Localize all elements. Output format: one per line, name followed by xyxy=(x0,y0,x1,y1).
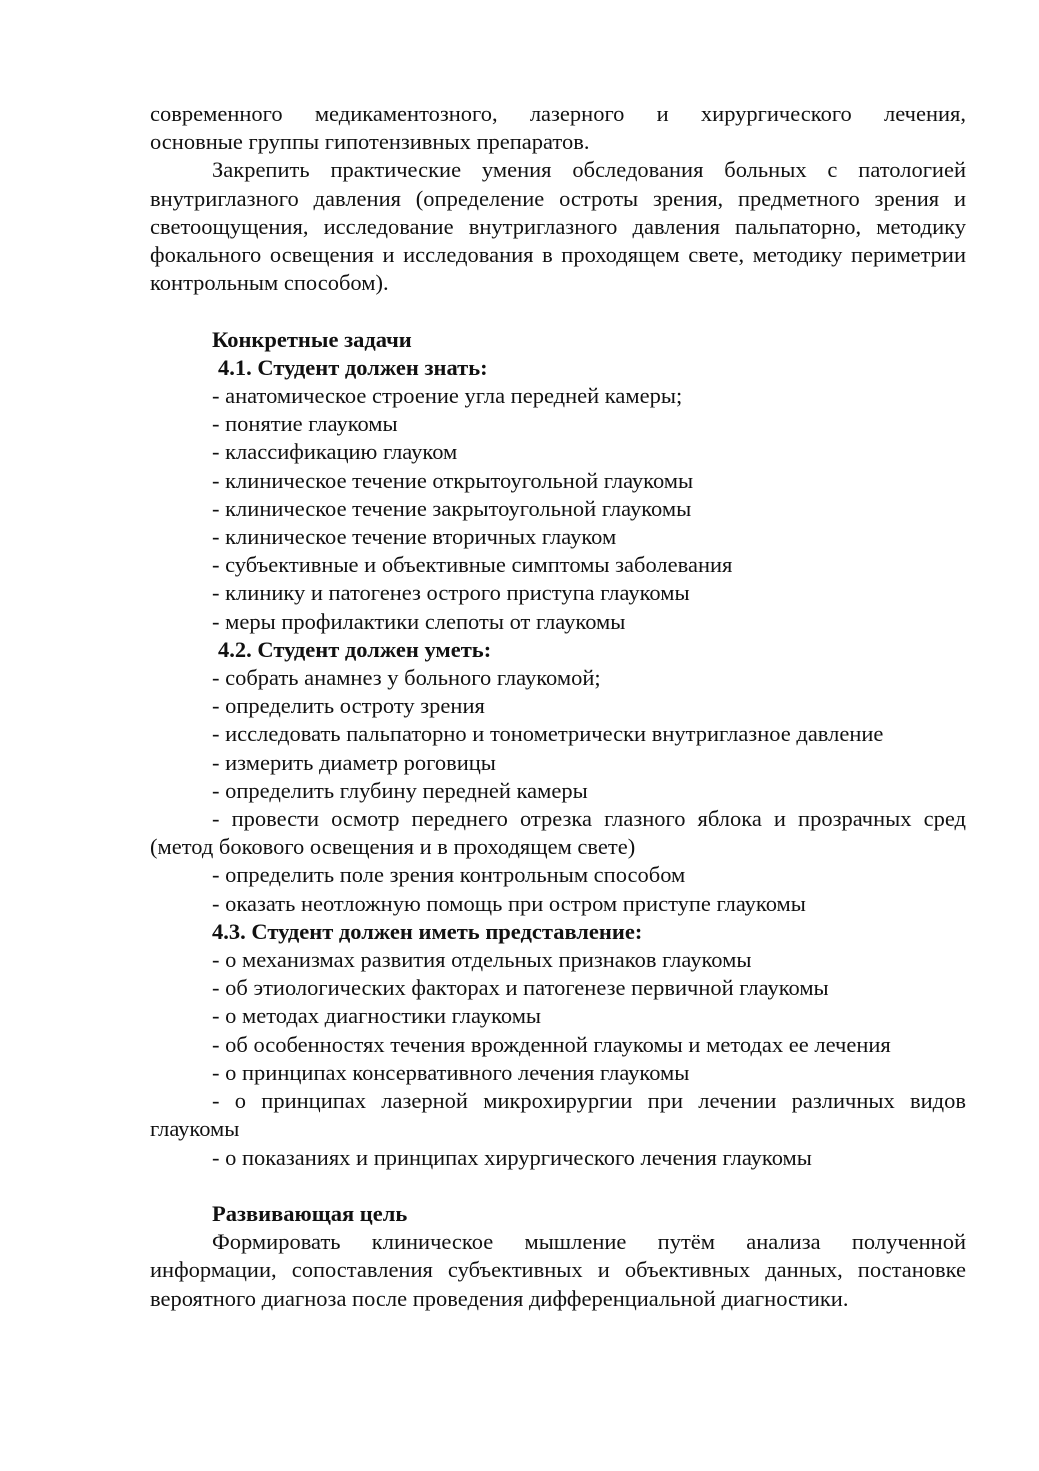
list-item: - измерить диаметр роговицы xyxy=(212,749,496,775)
idea-title: 4.3. Студент должен иметь представление: xyxy=(212,918,643,944)
developing-paragraph: Формировать клиническое мышление путём анализа полученной информации, сопоставления субъективных и объективных данных, постановке вероятного диагноза после проведения дифференциальной диагностики. xyxy=(150,1229,966,1311)
list-item: - клинику и патогенез острого приступа глаукомы xyxy=(212,580,690,606)
practice-paragraph: Закрепить практические умения обследования больных с патологией внутриглазного давления (определение остроты зрения, предметного зрения и светоощущения, исследование внутриглазного давления пальпаторно, методику фокального освещения и исследования в проходящем свете, методику периметрии контрольным способом). xyxy=(150,157,966,296)
list-item: - о показаниях и принципах хирургического лечения глаукомы xyxy=(212,1144,812,1170)
spacer xyxy=(150,1172,966,1200)
intro-line-1: современного медикаментозного, лазерного и хирургического лечения, xyxy=(150,101,966,126)
list-item: - анатомическое строение угла передней камеры; xyxy=(212,383,683,409)
list-item: - клиническое течение закрытоугольной глаукомы xyxy=(212,495,692,521)
spacer xyxy=(150,297,966,325)
can-title: 4.2. Студент должен уметь: xyxy=(218,636,492,662)
list-item: - о принципах консервативного лечения глаукомы xyxy=(212,1059,690,1085)
list-item: - о механизмах развития отдельных признаков глаукомы xyxy=(212,947,752,973)
list-item: - об особенностях течения врожденной глаукомы и методах ее лечения xyxy=(212,1031,891,1057)
list-item: - понятие глаукомы xyxy=(212,411,398,437)
list-item-wrapped: - провести осмотр переднего отрезка глазного яблока и прозрачных сред (метод бокового освещения и в проходящем свете) xyxy=(150,806,966,860)
list-item: - исследовать пальпаторно и тонометрически внутриглазное давление xyxy=(212,721,884,747)
idea-list xyxy=(150,946,966,1172)
list-item-wrapped: - о принципах лазерной микрохирургии при лечении различных видов глаукомы xyxy=(150,1088,966,1142)
list-item: - клиническое течение вторичных глауком xyxy=(212,524,617,550)
list-item: - собрать анамнез у больного глаукомой; xyxy=(212,665,601,691)
list-item: - определить глубину передней камеры xyxy=(212,777,588,803)
list-item: - о методах диагностики глаукомы xyxy=(212,1003,542,1029)
can-list xyxy=(150,664,966,918)
intro-line-2: основные группы гипотензивных препаратов. xyxy=(150,129,590,155)
document-page xyxy=(150,100,966,1313)
list-item: - классификацию глауком xyxy=(212,439,458,465)
developing-heading: Развивающая цель xyxy=(212,1200,408,1226)
list-item: - меры профилактики слепоты от глаукомы xyxy=(212,608,626,634)
list-item: - клиническое течение открытоугольной глаукомы xyxy=(212,467,694,493)
list-item: - определить поле зрения контрольным способом xyxy=(212,862,686,888)
know-title: 4.1. Студент должен знать: xyxy=(218,354,488,380)
list-item: - определить остроту зрения xyxy=(212,693,485,719)
list-item: - субъективные и объективные симптомы заболевания xyxy=(212,552,733,578)
list-item: - об этиологических факторах и патогенезе первичной глаукомы xyxy=(212,975,829,1001)
know-list xyxy=(150,382,966,636)
list-item: - оказать неотложную помощь при остром приступе глаукомы xyxy=(212,890,806,916)
tasks-heading: Конкретные задачи xyxy=(212,326,412,352)
